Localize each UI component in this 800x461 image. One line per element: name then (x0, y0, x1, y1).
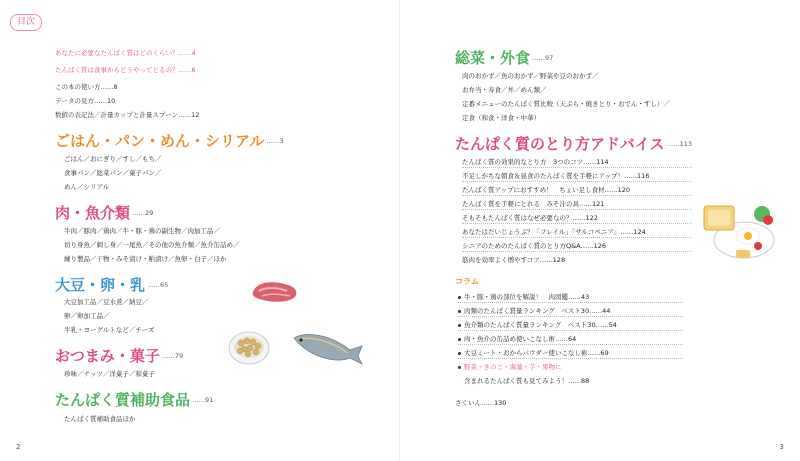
section-page: ……91 (192, 396, 214, 404)
divider (462, 237, 692, 238)
section-title: 総菜・外食 (455, 49, 531, 67)
section-deli-dining-out[interactable] (455, 49, 553, 67)
section-page: ……3 (266, 137, 284, 145)
column-item[interactable]: 魚介類のたんぱく質量ランキング ベスト30……54 (458, 321, 617, 329)
intro-line-2[interactable]: たんぱく質は食事からどうやってとるの？……6 (55, 66, 196, 74)
section-protein-advice[interactable] (455, 135, 692, 153)
section-rice-bread-noodles[interactable] (55, 132, 284, 150)
page-number-right: 3 (779, 443, 784, 451)
column-item-continued[interactable]: 含まれるたんぱく質も見てみよう！……88 (464, 377, 590, 385)
section-page: ……29 (132, 209, 154, 217)
right-page (400, 0, 800, 461)
section-snacks-sweets[interactable] (55, 347, 183, 365)
section-page: ……79 (161, 352, 184, 360)
sub-line: 定食（和食・洋食・中華） (462, 114, 540, 122)
column-item[interactable]: 牛・豚・鶏の部位を解説！ 肉図鑑……43 (458, 293, 589, 301)
section-title: たんぱく質補助食品 (55, 391, 191, 409)
sub-line[interactable]: 筋肉を効率よく増やすコツ……128 (462, 256, 566, 264)
sub-line: 卵／卵加工品／ (64, 312, 110, 320)
column-item[interactable]: 肉・魚介の缶詰め使いこなし術……64 (458, 335, 576, 343)
horse-mackerel-image (290, 326, 365, 368)
divider (462, 181, 692, 182)
section-title: おつまみ・菓子 (55, 347, 160, 365)
divider (462, 209, 692, 210)
sub-line: めん／シリアル (64, 183, 110, 191)
sub-line: 食事パン／総菜パン／菓子パン／ (64, 169, 162, 177)
raw-meat-image (250, 280, 300, 304)
sub-line: 定番メニューのたんぱく質比較（天ぷら・焼きとり・おでん・すし）／ (462, 100, 670, 108)
toc-tab-label: 目次 (10, 14, 42, 31)
breakfast-plate-image (700, 200, 776, 262)
sub-line[interactable]: あなたはだいじょうぶ？「フレイル」「サルコペニア」……124 (462, 228, 646, 236)
divider (458, 344, 683, 345)
divider (462, 223, 692, 224)
section-page: ……97 (532, 54, 554, 62)
divider (462, 251, 692, 252)
sub-line: 大豆加工品／豆水煮／納豆／ (64, 298, 149, 306)
divider (462, 167, 692, 168)
sub-line: たんぱく質補助食品ほか (64, 415, 136, 423)
sub-line: 牛乳・ヨーグルトなど／チーズ (64, 326, 155, 334)
column-item[interactable]: 大豆ミート・おからパウダー使いこなし術……69 (458, 349, 609, 357)
section-title: 大豆・卵・乳 (55, 276, 146, 294)
divider (458, 358, 683, 359)
sub-line: 肉のおかず／魚のおかず／野菜や豆のおかず／ (462, 72, 599, 80)
column-item[interactable]: 野菜・きのこ・海藻・芋・果物に (458, 363, 562, 371)
sub-line: 練り製品／干物・みそ漬け・粕漬け／魚卵・白子／ほか (64, 255, 227, 263)
intro-line-3[interactable]: この本の使い方……8 (55, 83, 118, 91)
sub-line[interactable]: たんぱく質の効果的なとり方 3つのコツ……114 (462, 158, 609, 166)
divider (458, 330, 683, 331)
sub-line[interactable]: たんぱく質を手軽にとれる みそ汁の具……121 (462, 200, 605, 208)
sub-line: お弁当・寿食／丼／めん類／ (462, 86, 547, 94)
section-title: たんぱく質のとり方アドバイス (455, 135, 665, 153)
sub-line: 切り身魚／刺し身／一尾魚／その他の魚介類／魚介缶詰め／ (64, 241, 240, 249)
sub-line[interactable]: シニアのためのたんぱく質のとり方Q&A……126 (462, 242, 607, 250)
section-title: ごはん・パン・めん・シリアル (55, 132, 265, 150)
divider (458, 316, 683, 317)
page-number-left: 2 (16, 443, 21, 451)
sub-line[interactable]: 不足しがちな朝食＆昼食のたんぱく質を手軽にアップ！……116 (462, 172, 650, 180)
sub-line: 牛肉／豚肉／鶏肉／牛・豚・鶏の副生物／肉加工品／ (64, 227, 220, 235)
sub-line[interactable]: たんぱく質アップにおすすめ！ ちょい足し食材……120 (462, 186, 631, 194)
divider (458, 302, 683, 303)
column-label: コラム (455, 277, 479, 286)
section-protein-supplements[interactable] (55, 391, 213, 409)
intro-line-5[interactable]: 数値の表記法／計量カップと計量スプーン……12 (55, 111, 200, 119)
column-item[interactable]: 肉類のたんぱく質量ランキング ベスト30……44 (458, 307, 610, 315)
soybean-bowl-image (227, 328, 271, 366)
sub-line[interactable]: そもそもたんぱく質はなぜ必要なの？……122 (462, 214, 598, 222)
sub-line: ごはん／おにぎり／すし／もち／ (64, 155, 162, 163)
intro-line-4[interactable]: データの見方……10 (55, 97, 116, 105)
section-meat-seafood[interactable] (55, 204, 153, 222)
sub-line: 珍味／ナッツ／洋菓子／和菓子 (64, 370, 155, 378)
section-title: 肉・魚介類 (55, 204, 131, 222)
intro-line-1[interactable]: あなたに必要なたんぱく質はどのくらい？……4 (55, 49, 196, 57)
section-soy-egg-dairy[interactable] (55, 276, 168, 294)
index-line[interactable]: さくいん……130 (455, 399, 507, 407)
section-page: ……65 (147, 281, 169, 289)
section-page: ……113 (666, 140, 692, 148)
divider (462, 195, 692, 196)
